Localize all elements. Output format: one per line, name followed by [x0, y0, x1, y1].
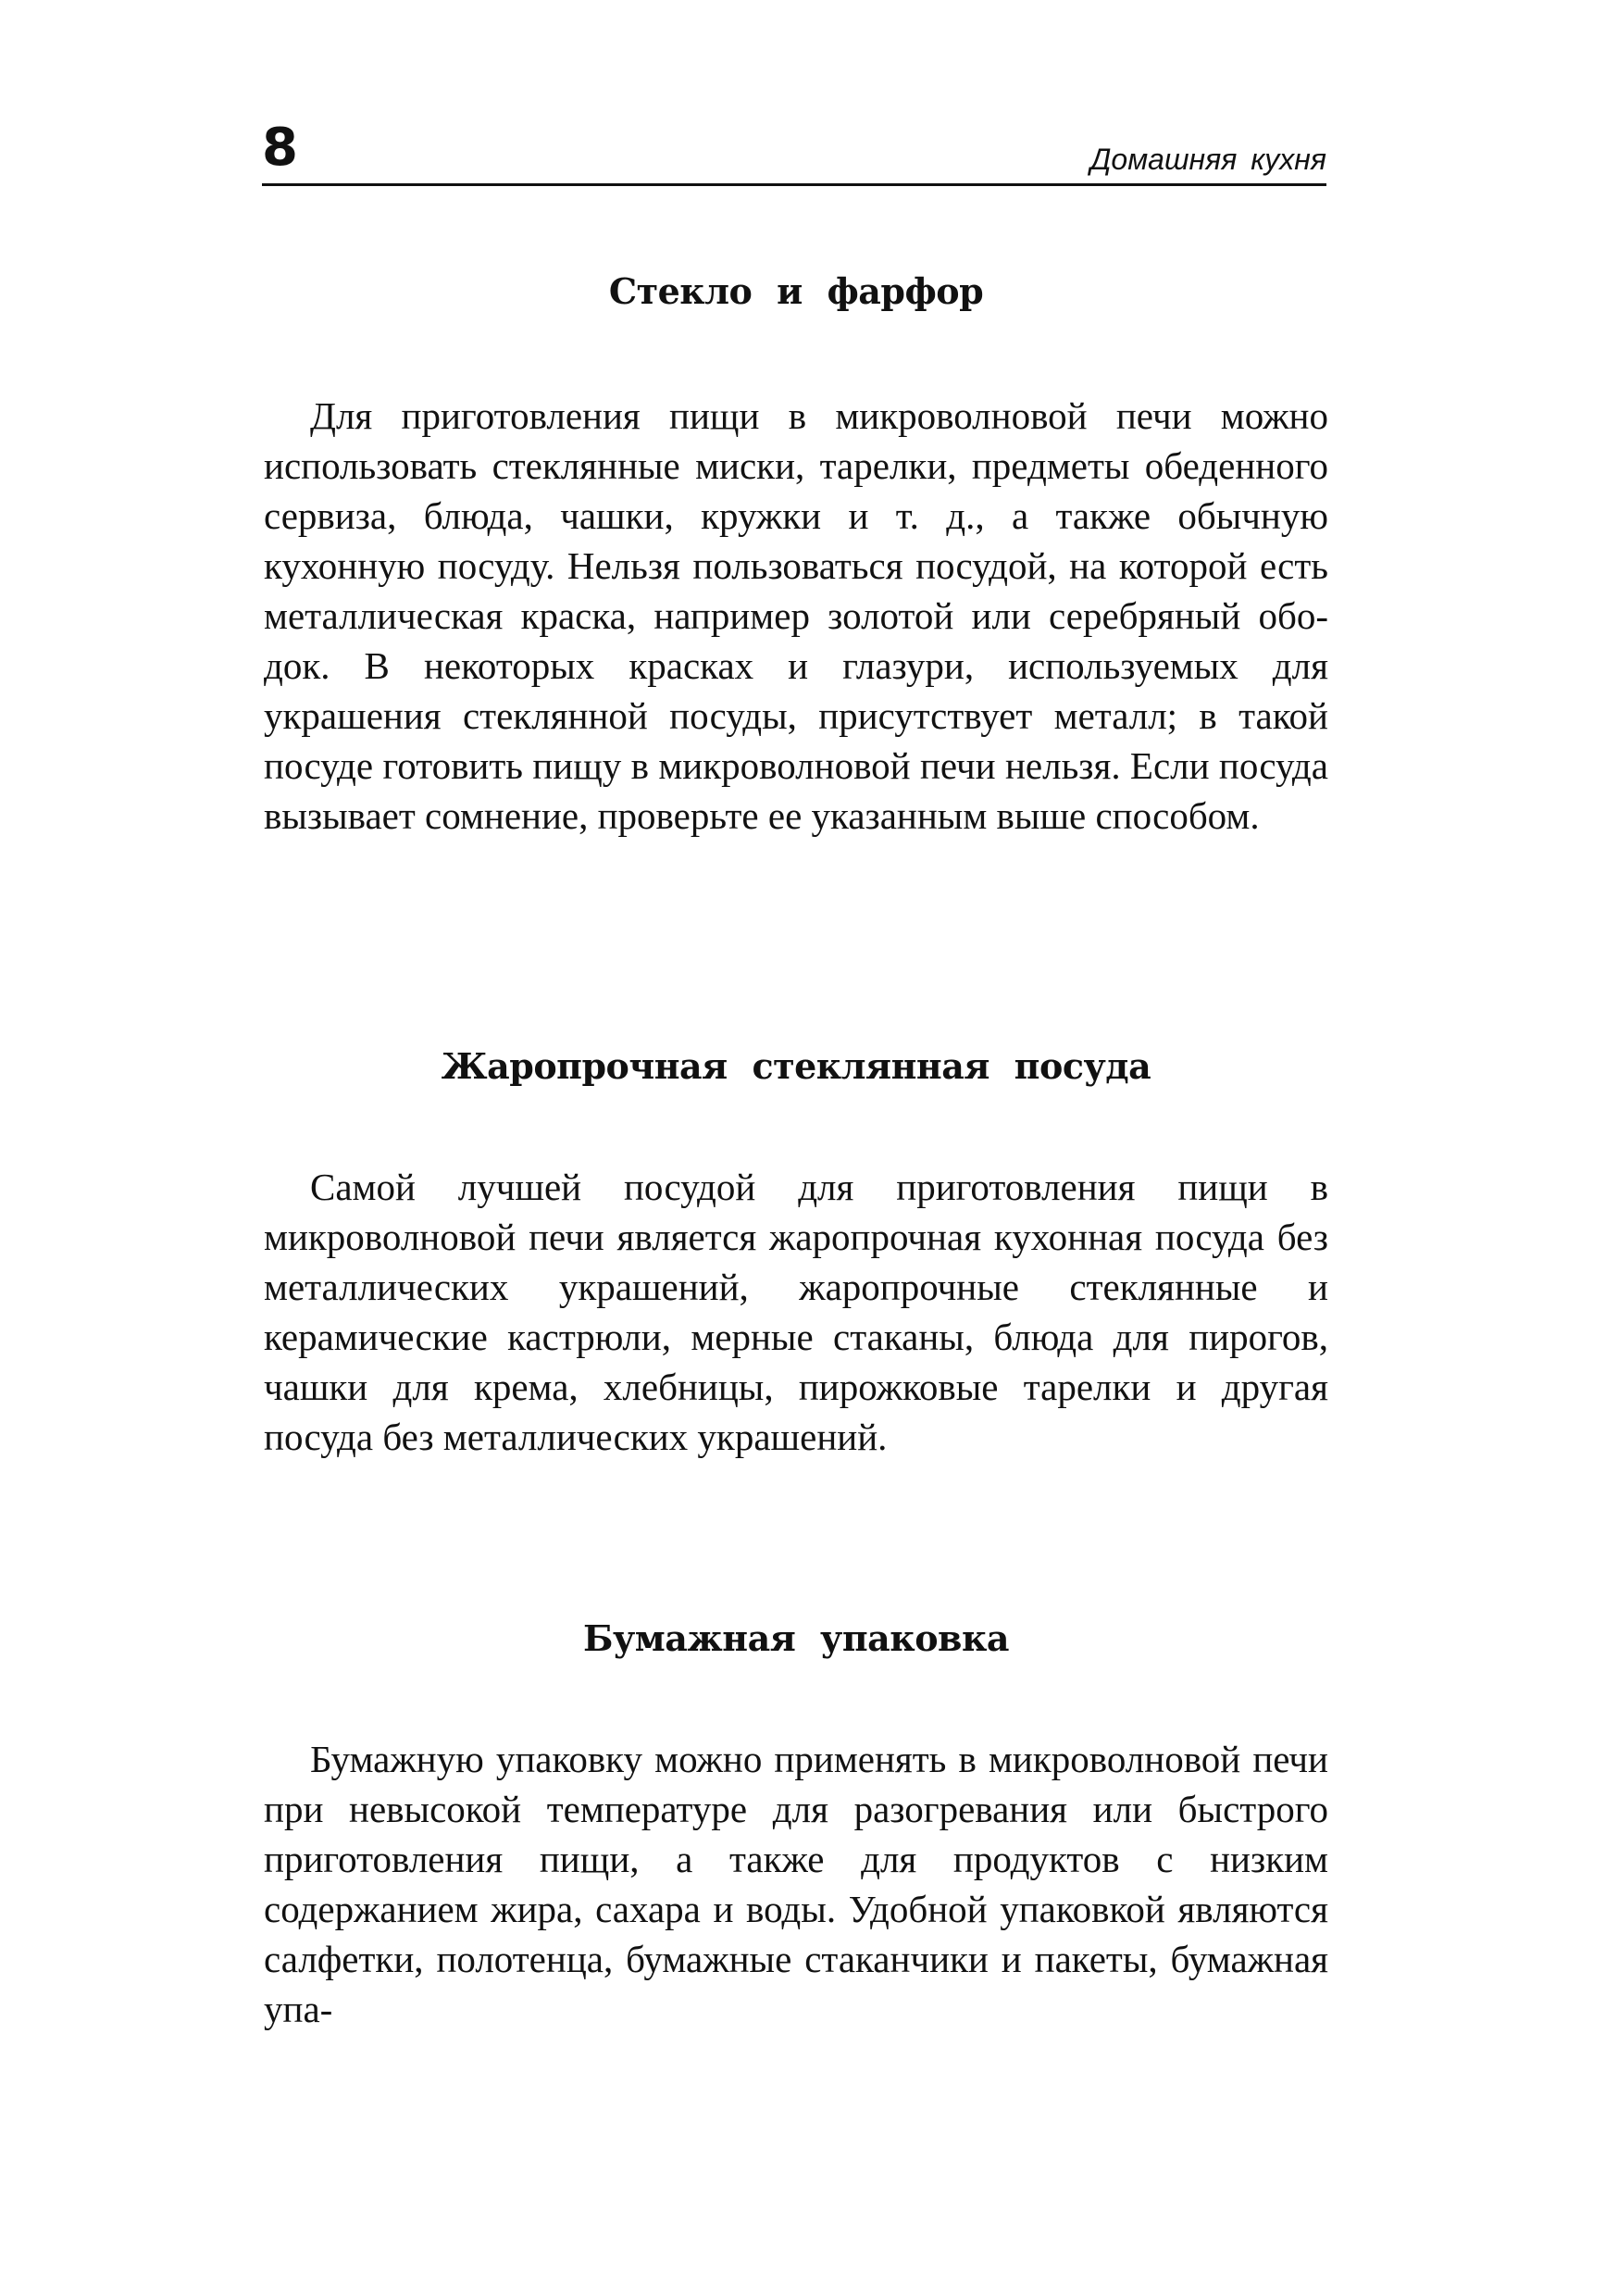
- running-title: Домашняя кухня: [1089, 143, 1326, 176]
- section-heatproof-glassware: [264, 1043, 1328, 1462]
- section-glass-and-porcelain: [264, 268, 1328, 841]
- page-number: 8: [262, 118, 298, 178]
- section-paragraph: Для приготовления пищи в микроволновой печи можно использовать стеклянные миски, тарелки, предметы обеденного сервиза, блюда, чашки, кружки и т. д., а также обычную кухонную посуду. Нельзя пользоваться посудой, на которой есть металлическая краска, например золотой или серебряный ободок. В некоторых красках и глазури, используемых для украшения стеклянной посуды, присутствует металл; в такой посуде готовить пищу в микроволновой печи нельзя. Если посуда вызывает сомнение, проверьте ее указанным выше способом.: [264, 394, 1328, 837]
- section-heading: Бумажная упаковка: [582, 1617, 1010, 1659]
- section-heading: Жаропрочная стеклянная посуда: [441, 1045, 1151, 1087]
- section-paragraph: Самой лучшей посудой для приготовления пищи в микроволновой печи является жаропрочная кухонная посуда без металлических украшений, жаропрочные стеклянные и керамические кастрюли, мерные стаканы, блюда для пирогов, чашки для крема, хлебницы, пирожковые тарелки и другая посуда без металлических украшений.: [264, 1166, 1328, 1458]
- section-paragraph: Бумажную упаковку можно применять в микроволновой печи при невысокой температуре для разогревания или быстрого приготовления пищи, а также для продуктов с низким содержанием жира, сахара и воды. Удобной упаковкой являются салфетки, полотенца, бумажные стаканчики и пакеты, бумажная упа-: [264, 1738, 1328, 2030]
- section-heading: Стекло и фарфор: [608, 270, 984, 312]
- running-header: [262, 111, 1326, 186]
- section-paper-packaging: [264, 1616, 1328, 2034]
